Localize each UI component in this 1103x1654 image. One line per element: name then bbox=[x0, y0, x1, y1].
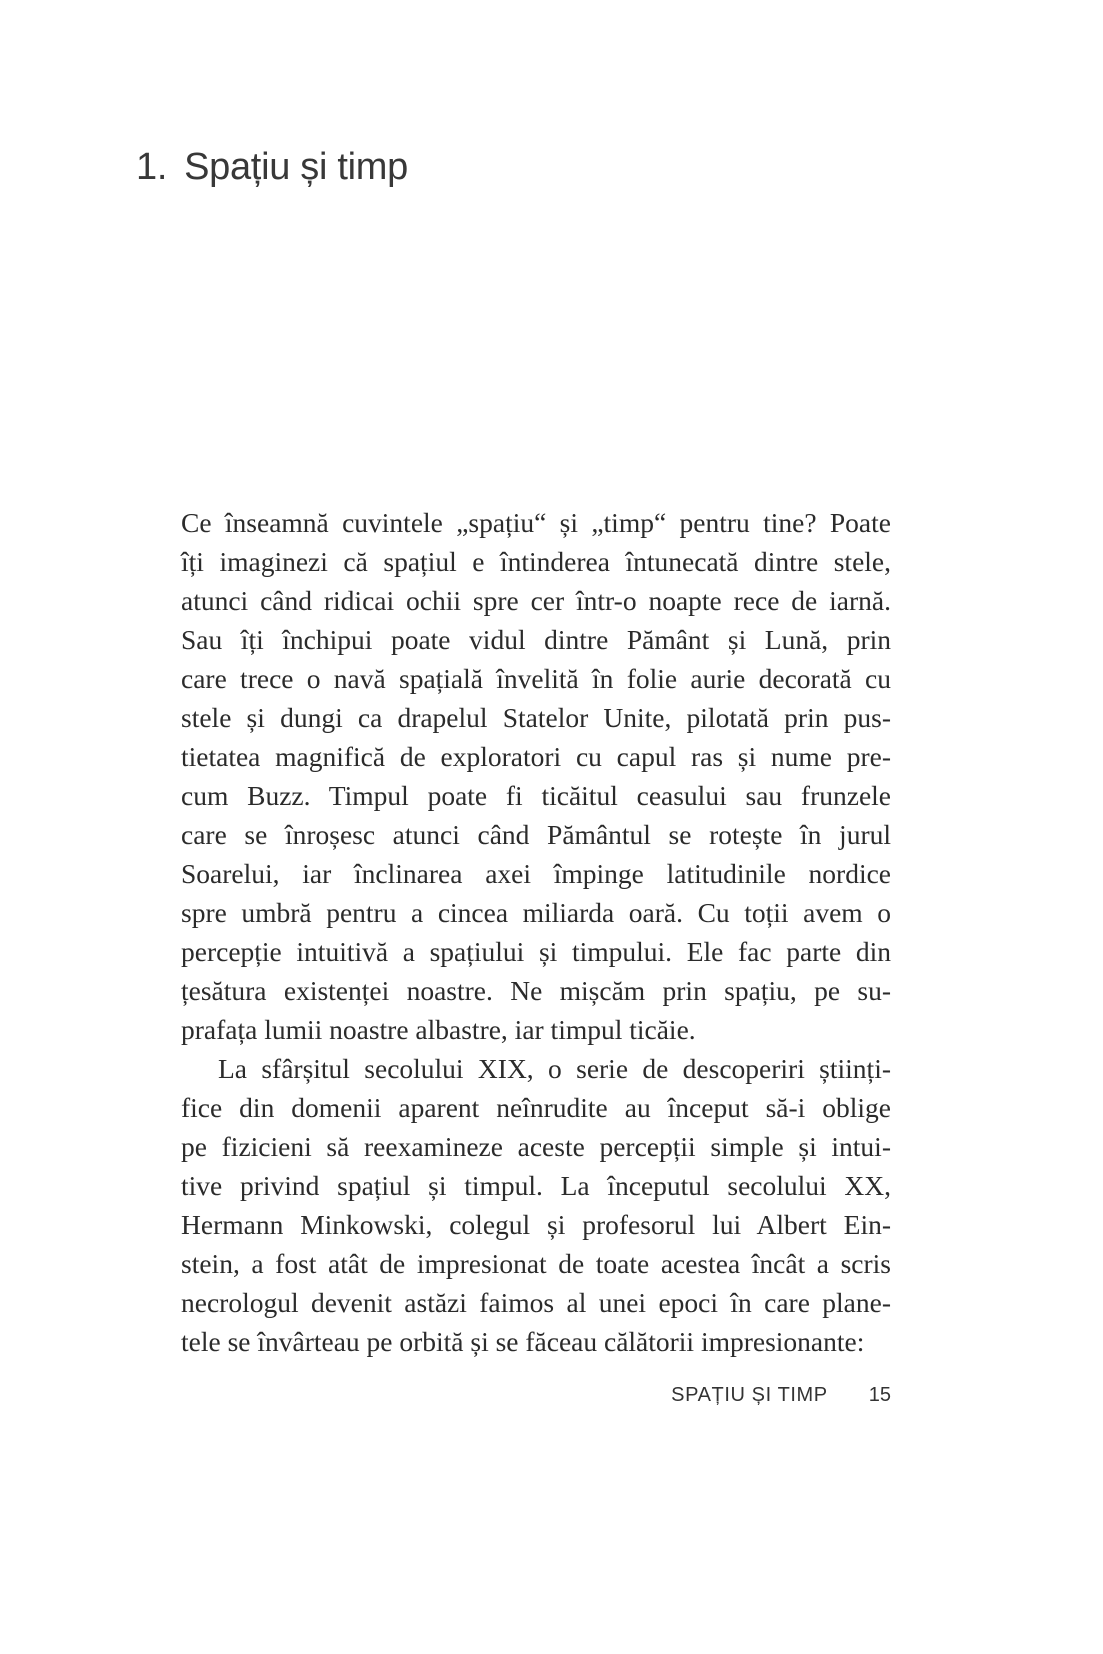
chapter-title bbox=[136, 146, 408, 189]
text-line: tietatea magnifică de exploratori cu capul ras și nume pre- bbox=[181, 741, 891, 772]
chapter-number: 1. bbox=[136, 146, 168, 188]
text-line: stele și dungi ca drapelul Statelor Unite, pilotată prin pus- bbox=[181, 702, 891, 733]
text-line: care se înroșesc atunci când Pământul se rotește în jurul bbox=[181, 819, 891, 850]
text-line: tive privind spațiul și timpul. La începutul secolului XX, bbox=[181, 1170, 891, 1201]
text-line: percepție intuitivă a spațiului și timpului. Ele fac parte din bbox=[181, 936, 891, 967]
text-line: prafața lumii noastre albastre, iar timpul ticăie. bbox=[181, 1014, 696, 1045]
body-text bbox=[181, 503, 891, 1361]
chapter-name: Spațiu și timp bbox=[184, 146, 408, 188]
text-line: atunci când ridicai ochii spre cer într-o noapte rece de iarnă. bbox=[181, 585, 891, 616]
text-line: pe fizicieni să reexamineze aceste percepții simple și intui- bbox=[181, 1131, 891, 1162]
text-line: care trece o navă spațială învelită în folie aurie decorată cu bbox=[181, 663, 891, 694]
text-line: Sau îți închipui poate vidul dintre Pământ și Lună, prin bbox=[181, 624, 891, 655]
text-line: îți imaginezi că spațiul e întinderea întunecată dintre stele, bbox=[181, 546, 891, 577]
text-line: țesătura existenței noastre. Ne mișcăm prin spațiu, pe su- bbox=[181, 975, 891, 1006]
paragraph bbox=[181, 503, 891, 1049]
text-line: Ce înseamnă cuvintele „spațiu“ și „timp“ pentru tine? Poate bbox=[181, 507, 891, 538]
text-line: La sfârșitul secolului XIX, o serie de descoperiri științi- bbox=[218, 1053, 891, 1084]
text-line: tele se învârteau pe orbită și se făceau călătorii impresionante: bbox=[181, 1326, 865, 1357]
text-line: cum Buzz. Timpul poate fi ticăitul ceasului sau frunzele bbox=[181, 780, 891, 811]
text-line: Soarelui, iar înclinarea axei împinge latitudinile nordice bbox=[181, 858, 891, 889]
paragraph bbox=[181, 1049, 891, 1361]
page-number: 15 bbox=[868, 1384, 891, 1406]
text-line: stein, a fost atât de impresionat de toate acestea încât a scris bbox=[181, 1248, 891, 1279]
text-line: Hermann Minkowski, colegul și profesorul lui Albert Ein- bbox=[181, 1209, 891, 1240]
text-line: spre umbră pentru a cincea miliarda oară. Cu toții avem o bbox=[181, 897, 891, 928]
text-line: fice din domenii aparent neînrudite au început să-i oblige bbox=[181, 1092, 891, 1123]
running-head: SPAȚIU ȘI TIMP bbox=[671, 1384, 828, 1406]
page-footer bbox=[671, 1384, 891, 1407]
text-line: necrologul devenit astăzi faimos al unei epoci în care plane- bbox=[181, 1287, 891, 1318]
